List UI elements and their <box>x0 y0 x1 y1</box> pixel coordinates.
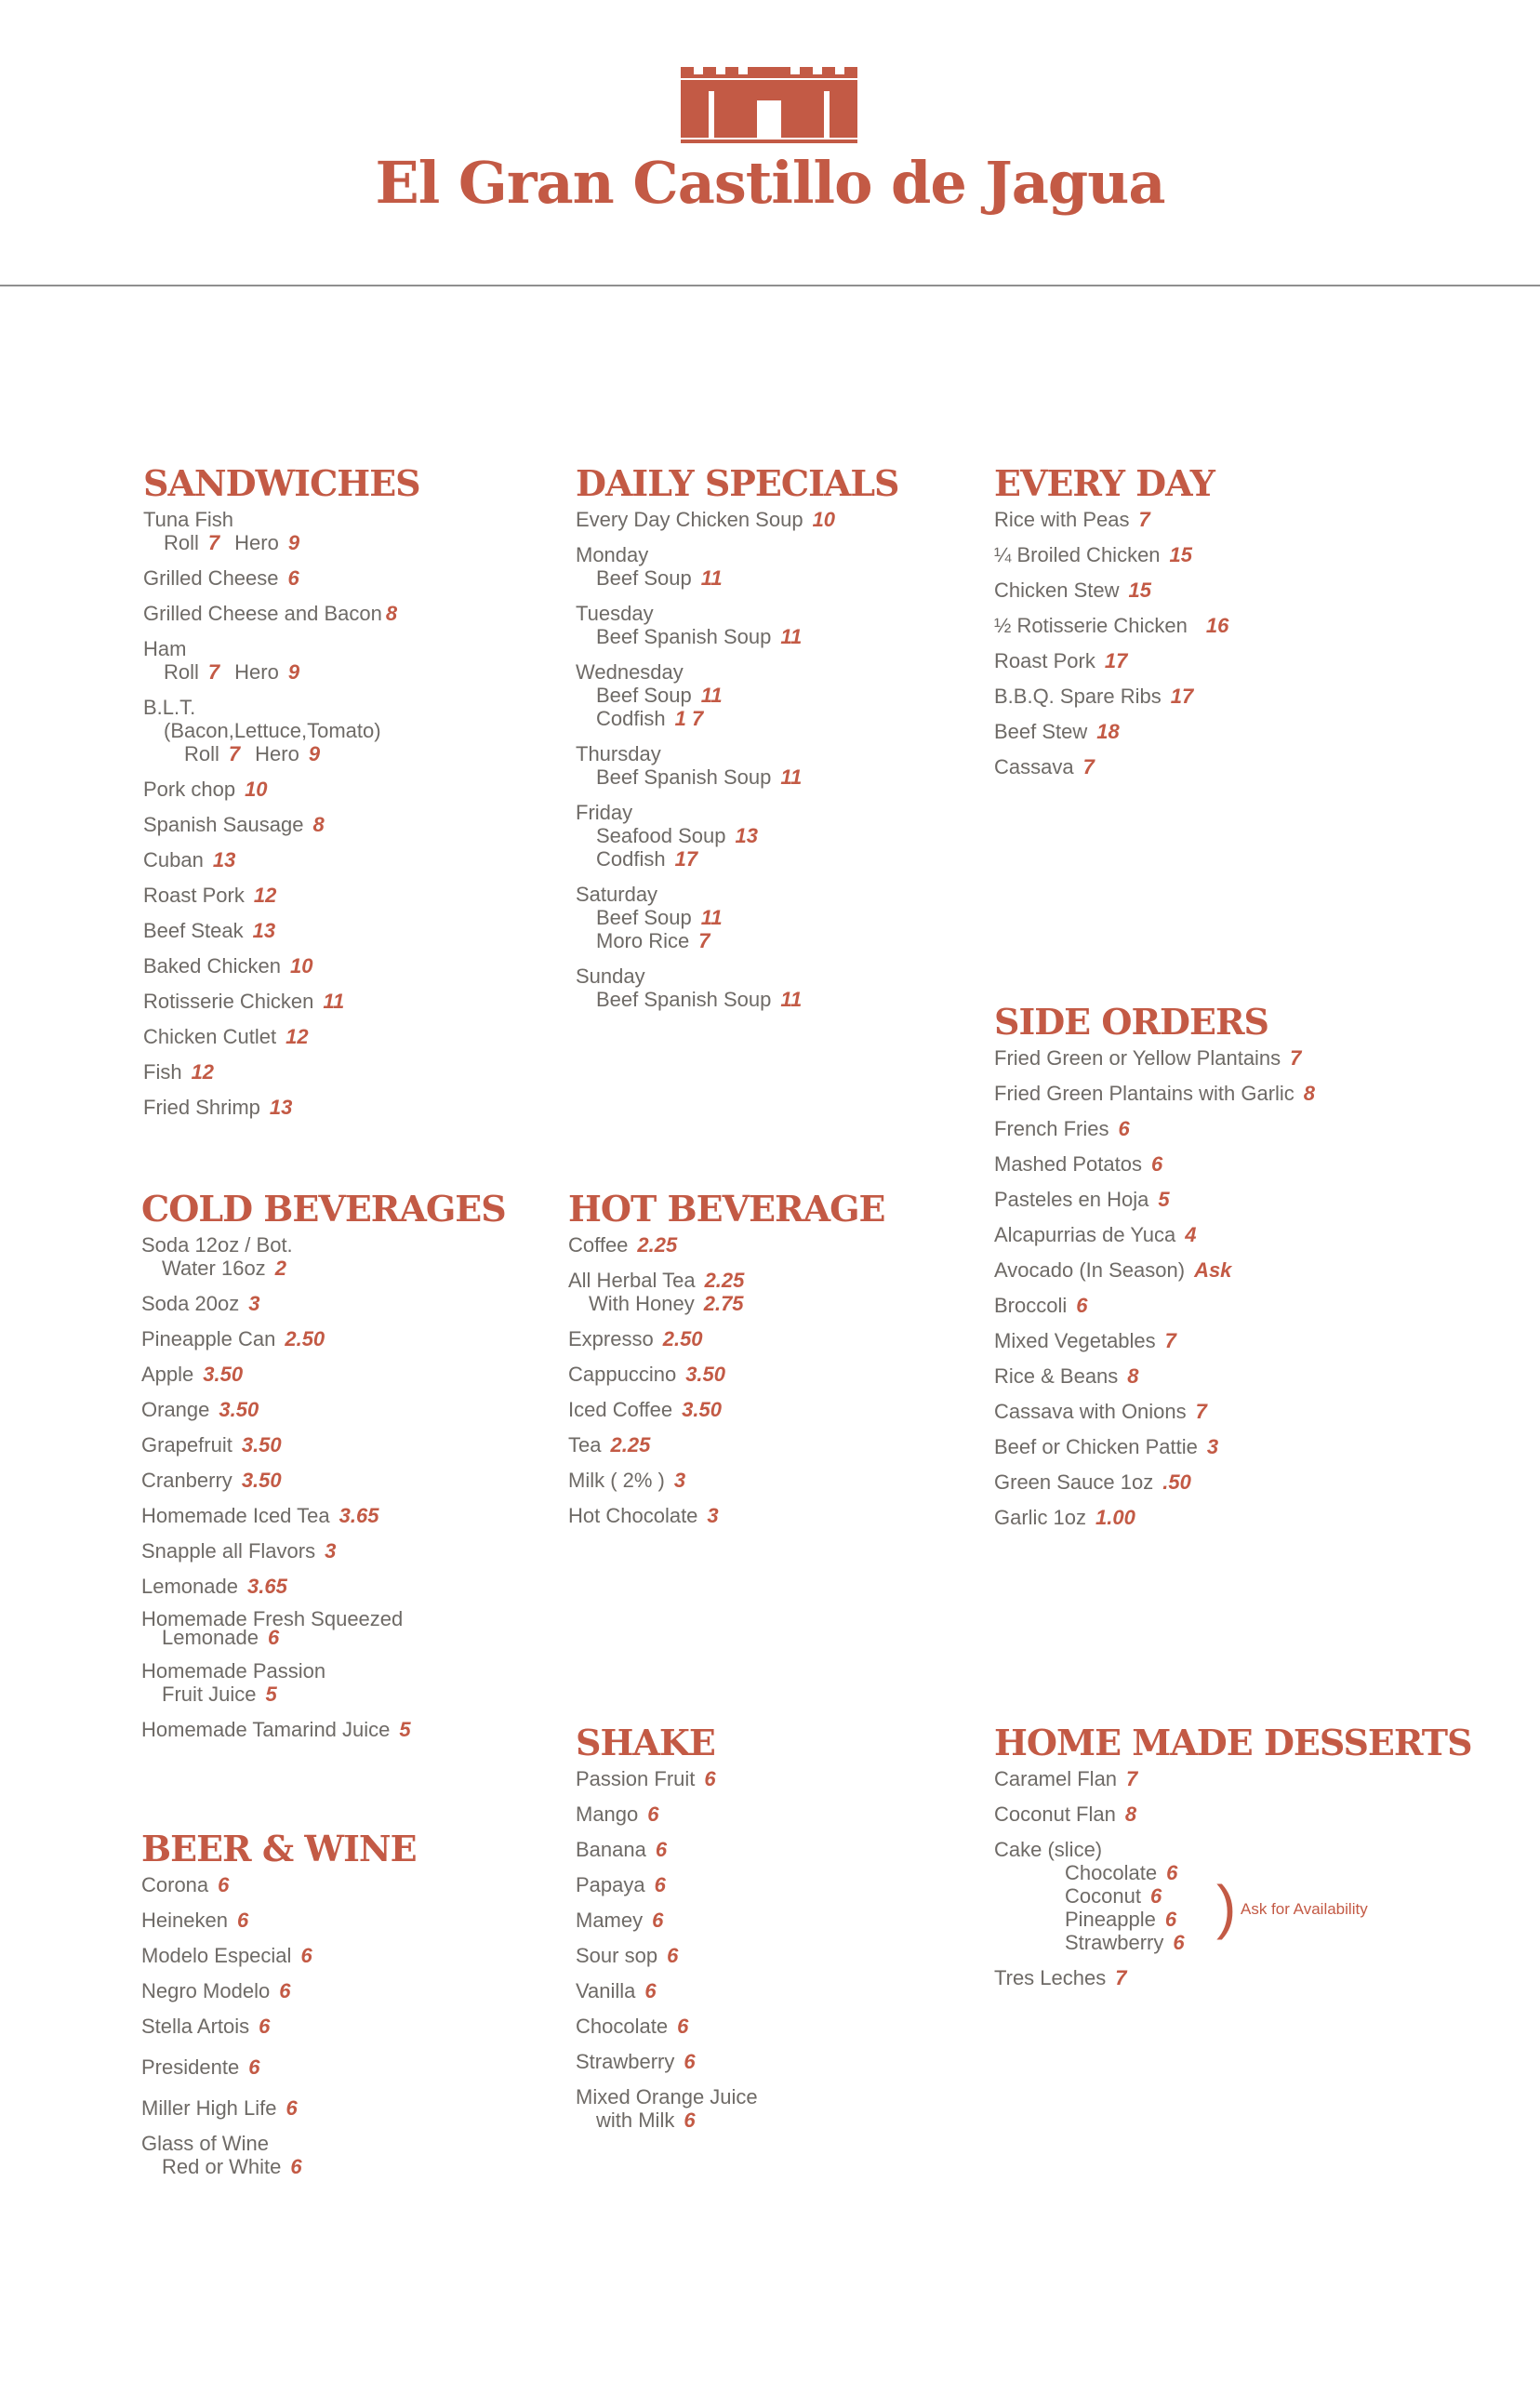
menu-item: Heineken 6 <box>141 1909 249 1932</box>
section-title: SHAKE <box>576 1722 715 1763</box>
menu-item: Homemade Tamarind Juice 5 <box>141 1718 411 1741</box>
desserts-section <box>994 1723 1472 2002</box>
menu-item: Chicken Stew 15 <box>994 579 1151 602</box>
menu-item: Spanish Sausage 8 <box>143 813 325 836</box>
menu-item: Fried Green or Yellow Plantains 7 <box>994 1046 1302 1070</box>
menu-item: Homemade Passion Fruit Juice 5 <box>141 1659 326 1706</box>
section-title: EVERY DAY <box>994 462 1215 504</box>
menu-item: Broccoli 6 <box>994 1294 1088 1317</box>
menu-item: Cassava with Onions 7 <box>994 1400 1207 1423</box>
menu-item: Homemade Fresh Squeezed Lemonade 6 <box>141 1607 404 1649</box>
menu-item: Mixed Vegetables 7 <box>994 1329 1176 1352</box>
menu-item: Cappuccino 3.50 <box>568 1363 726 1386</box>
day-group-friday: Friday Seafood Soup 13 Codfish 17 <box>576 801 758 871</box>
menu-item: Soda 12oz / Bot. Water 16oz 2 <box>141 1233 293 1280</box>
menu-item: Coconut Flan 8 <box>994 1802 1137 1826</box>
menu-item: Grilled Cheese and Bacon 8 <box>143 602 398 625</box>
menu-item: Beef Stew 18 <box>994 720 1120 743</box>
menu-item: Garlic 1oz 1.00 <box>994 1506 1135 1529</box>
menu-item: Orange 3.50 <box>141 1398 259 1421</box>
menu-item: Apple 3.50 <box>141 1363 244 1386</box>
header-divider <box>0 285 1540 286</box>
menu-item: Corona 6 <box>141 1873 230 1896</box>
menu-item: Strawberry 6 <box>576 2050 696 2073</box>
menu-item: B.L.T. (Bacon,Lettuce,Tomato) Roll 7 Hero 9 <box>143 696 381 765</box>
menu-item: Miller High Life 6 <box>141 2096 298 2120</box>
hot-beverage-section <box>568 1189 885 1539</box>
menu-item: Fried Shrimp 13 <box>143 1096 293 1119</box>
menu-item: Cake (slice) Chocolate 6 Coconut 6 Pineapple 6 Strawberry 6 <box>994 1838 1185 1954</box>
menu-item: B.B.Q. Spare Ribs 17 <box>994 685 1194 708</box>
menu-item: Fish 12 <box>143 1060 215 1084</box>
menu-item: ¼ Broiled Chicken 15 <box>994 543 1193 566</box>
day-group-thursday: Thursday Beef Spanish Soup 11 <box>576 742 803 789</box>
shake-section <box>576 1723 758 2144</box>
menu-item: Banana 6 <box>576 1838 668 1861</box>
menu-item: Papaya 6 <box>576 1873 666 1896</box>
menu-item: Chicken Cutlet 12 <box>143 1025 309 1048</box>
section-title: COLD BEVERAGES <box>141 1188 506 1230</box>
menu-item: Sour sop 6 <box>576 1944 679 1967</box>
menu-item: Mamey 6 <box>576 1909 664 1932</box>
menu-item: All Herbal Tea 2.25 With Honey 2.75 <box>568 1269 745 1315</box>
menu-item: Roast Pork 12 <box>143 884 277 907</box>
day-group-monday: Monday Beef Soup 11 <box>576 543 723 590</box>
section-title: DAILY SPECIALS <box>576 462 899 504</box>
menu-item: Chocolate 6 <box>576 2015 689 2038</box>
menu-item: Mango 6 <box>576 1802 659 1826</box>
menu-item: Rice & Beans 8 <box>994 1364 1139 1388</box>
menu-item: Mashed Potatos 6 <box>994 1152 1163 1176</box>
restaurant-name: El Gran Castillo de Jagua <box>375 149 1165 217</box>
menu-item: Avocado (In Season) Ask <box>994 1258 1232 1282</box>
menu-item: Tuna Fish Roll 7 Hero 9 <box>143 508 300 554</box>
section-title: SANDWICHES <box>143 462 420 504</box>
section-title: HOME MADE DESSERTS <box>994 1722 1472 1763</box>
menu-item: Green Sauce 1oz .50 <box>994 1470 1191 1494</box>
cold-beverages-section <box>141 1189 506 1753</box>
menu-item: Expresso 2.50 <box>568 1327 703 1350</box>
menu-item: Iced Coffee 3.50 <box>568 1398 722 1421</box>
menu-item: Fried Green Plantains with Garlic 8 <box>994 1082 1316 1105</box>
menu-item: French Fries 6 <box>994 1117 1130 1140</box>
menu-item: Snapple all Flavors 3 <box>141 1539 337 1563</box>
menu-item: Cassava 7 <box>994 755 1095 778</box>
menu-item: Grapefruit 3.50 <box>141 1433 282 1457</box>
day-group-saturday: Saturday Beef Soup 11 Moro Rice 7 <box>576 883 723 952</box>
every-day-section <box>994 463 1228 791</box>
menu-item: Caramel Flan 7 <box>994 1767 1138 1790</box>
menu-item: Modelo Especial 6 <box>141 1944 312 1967</box>
menu-item: Mixed Orange Juice with Milk 6 <box>576 2085 758 2132</box>
menu-item: Rice with Peas 7 <box>994 508 1150 531</box>
menu-item: Negro Modelo 6 <box>141 1979 291 2002</box>
day-group-tuesday: Tuesday Beef Spanish Soup 11 <box>576 602 803 648</box>
menu-item: Baked Chicken 10 <box>143 954 313 978</box>
menu-item: Glass of Wine Red or White 6 <box>141 2132 302 2178</box>
menu-item: Beef or Chicken Pattie 3 <box>994 1435 1219 1458</box>
menu-item: Lemonade 3.65 <box>141 1575 287 1598</box>
menu-item: Ham Roll 7 Hero 9 <box>143 637 300 684</box>
menu-item: Soda 20oz 3 <box>141 1292 260 1315</box>
menu-item: Pasteles en Hoja 5 <box>994 1188 1170 1211</box>
availability-note: Ask for Availability <box>1241 1900 1368 1918</box>
menu-item: Vanilla 6 <box>576 1979 657 2002</box>
menu-item: Rotisserie Chicken 11 <box>143 990 345 1013</box>
day-group-sunday: Sunday Beef Spanish Soup 11 <box>576 964 803 1011</box>
menu-item: ½ Rotisserie Chicken 16 <box>994 614 1229 637</box>
menu-item: Tres Leches 7 <box>994 1966 1127 1989</box>
menu-item: Hot Chocolate 3 <box>568 1504 719 1527</box>
section-title: SIDE ORDERS <box>994 1001 1268 1043</box>
menu-item: Cranberry 3.50 <box>141 1469 282 1492</box>
menu-item: Homemade Iced Tea 3.65 <box>141 1504 379 1527</box>
menu-item: Presidente 6 <box>141 2055 260 2079</box>
daily-specials-section <box>576 463 899 1023</box>
menu-item: Stella Artois 6 <box>141 2015 271 2038</box>
section-title: HOT BEVERAGE <box>568 1188 885 1230</box>
bracket-icon: ) <box>1216 1873 1237 1940</box>
menu-item: Milk ( 2% ) 3 <box>568 1469 686 1492</box>
menu-item: Grilled Cheese 6 <box>143 566 299 590</box>
menu-item: Pork chop 10 <box>143 778 268 801</box>
menu-item: Tea 2.25 <box>568 1433 651 1457</box>
menu-item: Coffee 2.25 <box>568 1233 678 1257</box>
menu-item: Passion Fruit 6 <box>576 1767 716 1790</box>
side-orders-section <box>994 1002 1315 1541</box>
menu-item: Alcapurrias de Yuca 4 <box>994 1223 1197 1246</box>
sandwiches-section <box>143 463 420 1131</box>
menu-item: Every Day Chicken Soup 10 <box>576 508 836 531</box>
menu-item: Beef Steak 13 <box>143 919 276 942</box>
section-title: BEER & WINE <box>141 1828 417 1869</box>
castle-logo-icon <box>681 67 857 143</box>
menu-item: Cuban 13 <box>143 848 236 871</box>
day-group-wednesday: Wednesday Beef Soup 11 Codfish 1 7 <box>576 660 723 730</box>
beer-wine-section <box>141 1829 417 2190</box>
menu-item: Roast Pork 17 <box>994 649 1128 672</box>
menu-item: Pineapple Can 2.50 <box>141 1327 325 1350</box>
